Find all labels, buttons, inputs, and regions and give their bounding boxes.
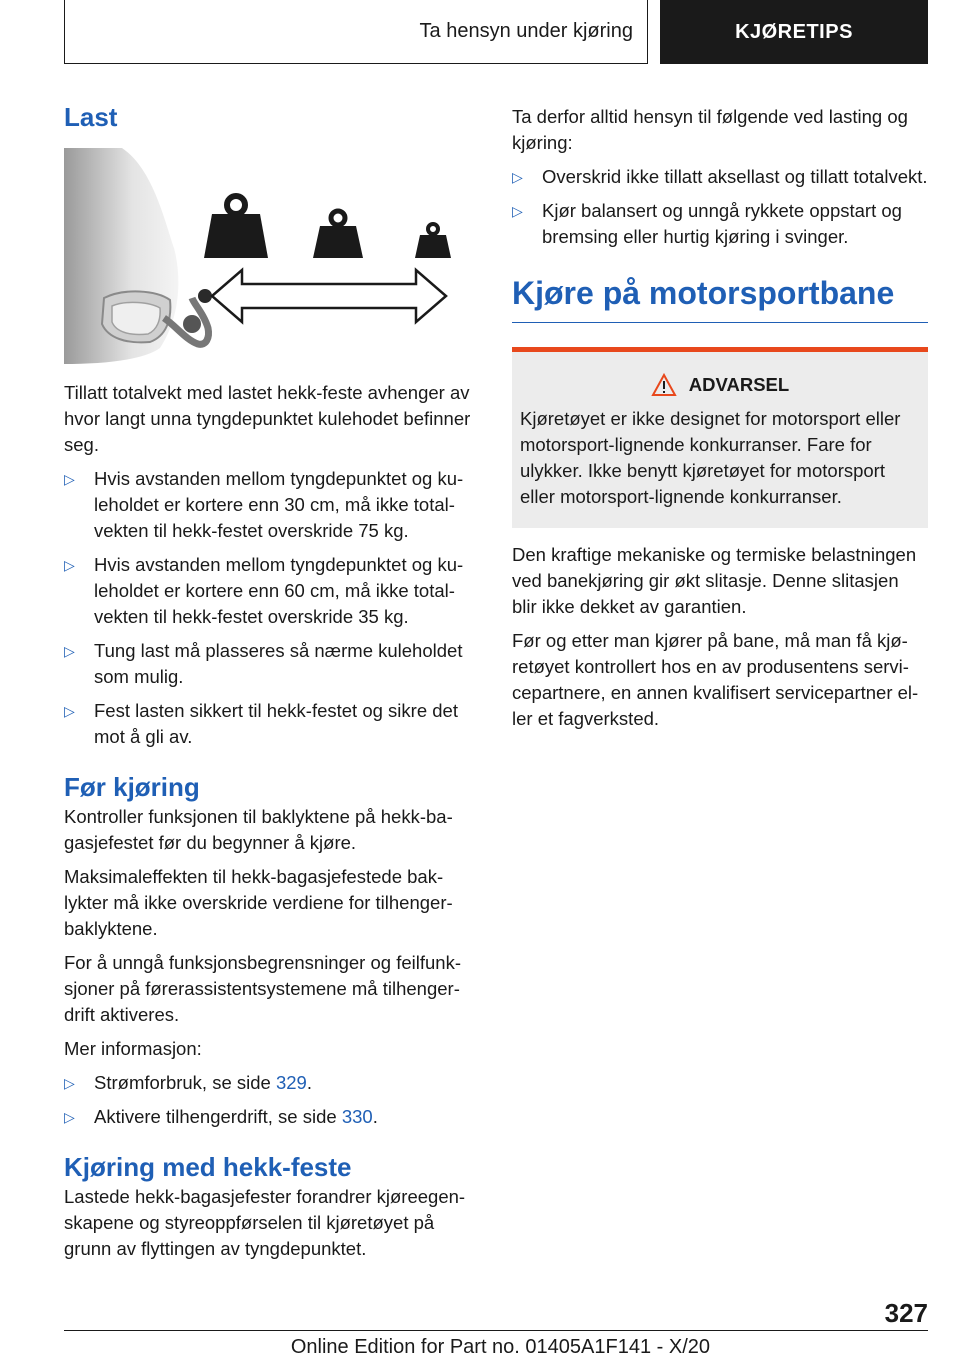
list-item: ▷ Hvis avstanden mellom tyngdepunktet og kuleholdet er kortere enn 30 cm, må ikke totalvekten til hekk-festet overskride 75 kg. (64, 468, 464, 541)
footer-divider (64, 1330, 928, 1331)
list-item: ▷ Kjør balansert og unngå rykkete oppstart og bremsing eller hurtig kjøring i svinger. (512, 200, 902, 247)
list-load-rules (64, 466, 480, 750)
running-header-chapter (660, 0, 928, 64)
left-column (64, 100, 480, 1270)
triangle-bullet-icon: ▷ (512, 203, 523, 219)
warning-text: Kjøretøyet er ikke designet for motorsport eller motorsport-lignende konkurranser. Fare for ulykker. Ikke benytt kjøretøyet for motorsport eller motorsport-lignende konkurranser. (520, 408, 901, 507)
edition-footer: Online Edition for Part no. 01405A1F141 - X/20 (290, 1336, 710, 1358)
page-link-330[interactable]: 330 (341, 1106, 373, 1127)
list-item: ▷ Overskrid ikke tillatt aksellast og tillatt totalvekt. (512, 164, 928, 190)
paragraph: For å unngå funksjonsbegrensninger og feilfunksjoner på førerassistentsystemene må tilhengerdrift aktiveres. (64, 952, 461, 1025)
list-item: ▷ Aktivere tilhengerdrift, se side 330. (64, 1104, 480, 1130)
paragraph: Den kraftige mekaniske og termiske belastningen ved banekjøring gir økt slitasje. Denne slitasjen blir ikke dekket av garantien. (512, 544, 917, 617)
warning-title: ADVARSEL (688, 374, 790, 395)
list-item: ▷ Hvis avstanden mellom tyngdepunktet og kuleholdet er kortere enn 60 cm, må ikke totalvekten til hekk-festet overskride 35 kg. (64, 554, 464, 627)
section-title: Ta hensyn under kjøring (419, 20, 633, 42)
list-item: ▷ Strømforbruk, se side 329. (64, 1070, 480, 1096)
paragraph: Maksimaleffekten til hekk-bagasjefestede baklykter må ikke overskride verdiene for tilhengerbaklyktene. (64, 866, 453, 939)
right-column (512, 104, 928, 740)
chapter-title: KJØRETIPS (735, 20, 853, 43)
list-item: ▷ Fest lasten sikkert til hekk-festet og sikre det mot å gli av. (64, 700, 458, 747)
triangle-bullet-icon: ▷ (64, 643, 75, 659)
heading-motorsport-track: Kjøre på motorsportbane (512, 272, 928, 323)
warning-box (512, 347, 928, 528)
triangle-bullet-icon: ▷ (64, 1109, 75, 1125)
running-header-section (64, 0, 648, 64)
heading-before-driving: Før kjøring (64, 772, 200, 802)
paragraph-intro: Tillatt totalvekt med lastet hekk-feste avhenger av hvor langt unna tyngdepunktet kulehodet befinner seg. (64, 382, 471, 455)
list-references (64, 1070, 480, 1130)
paragraph: Kontroller funksjonen til baklyktene på hekk-bagasjefestet før du begynner å kjøre. (64, 806, 453, 853)
page-link-329[interactable]: 329 (275, 1072, 307, 1093)
triangle-bullet-icon: ▷ (512, 169, 523, 185)
warning-triangle-icon (651, 373, 677, 397)
towbar-load-illustration (64, 148, 480, 366)
paragraph-more-info: Mer informasjon: (64, 1038, 202, 1059)
triangle-bullet-icon: ▷ (64, 557, 75, 573)
heading-last: Last (64, 102, 118, 132)
list-driving-rules (512, 164, 928, 250)
paragraph: Lastede hekk-bagasjefester forandrer kjøreegenskapene og styreoppførselen til kjøretøyet på grunn av flyttingen av tyngdepunktet. (64, 1186, 466, 1259)
list-item: ▷ Tung last må plasseres så nærme kuleholdet som mulig. (64, 640, 463, 687)
triangle-bullet-icon: ▷ (64, 703, 75, 719)
paragraph: Før og etter man kjører på bane, må man få kjøretøyet kontrollert hos en av produsentens servicepartnere, en annen kvalifisert servicepartner eller et fagverksted. (512, 630, 919, 729)
triangle-bullet-icon: ▷ (64, 1075, 75, 1091)
heading-towbar-driving: Kjøring med hekk-feste (64, 1152, 352, 1182)
warning-header (520, 372, 920, 398)
page-number: 327 (884, 1298, 928, 1328)
paragraph: Ta derfor alltid hensyn til følgende ved lasting og kjøring: (512, 106, 908, 153)
triangle-bullet-icon: ▷ (64, 471, 75, 487)
